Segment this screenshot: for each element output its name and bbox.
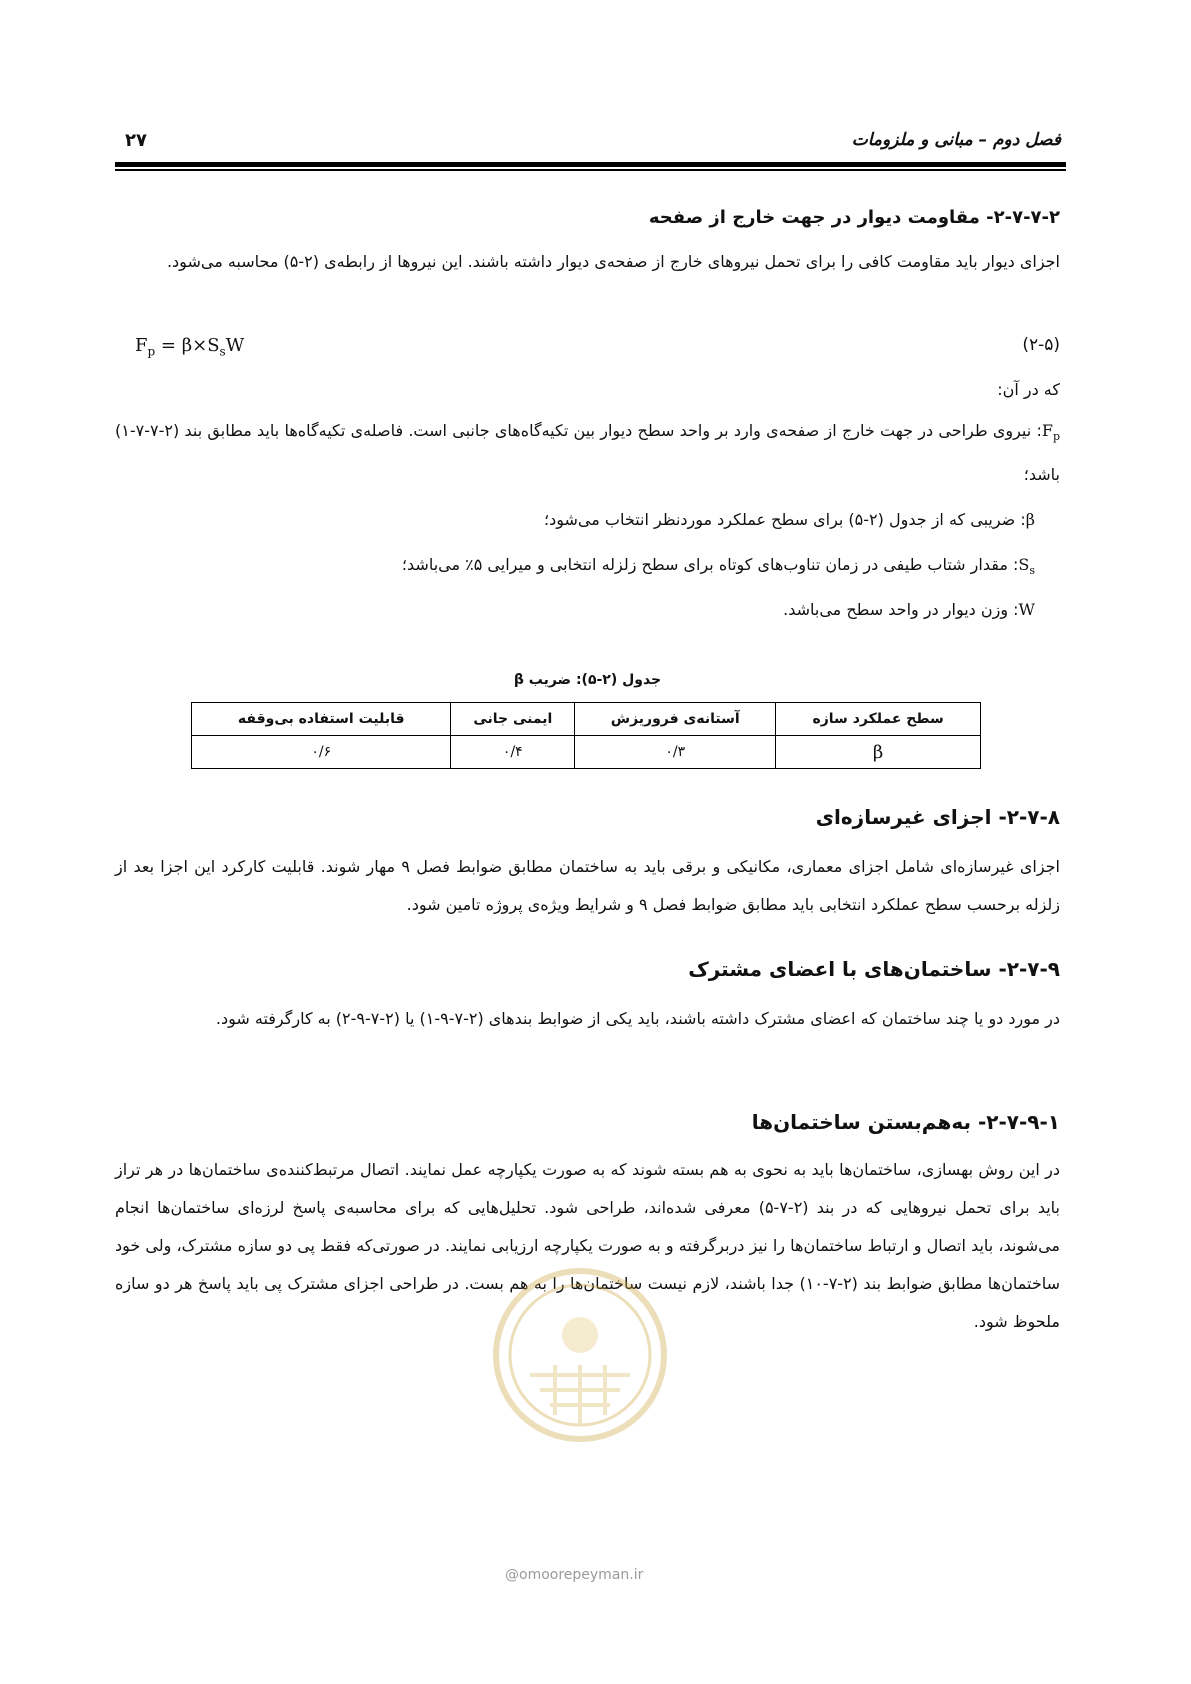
table-caption: جدول (۲-۵): ضریب β — [513, 672, 662, 688]
ss-definition — [402, 555, 1035, 577]
table-cell: ۰/۳ — [575, 736, 776, 769]
table-header-cell: قابلیت استفاده بی‌وقفه — [192, 703, 451, 736]
header-rule-thin — [115, 169, 1066, 171]
beta-symbol: β — [1025, 510, 1035, 529]
where-label: که در آن: — [997, 380, 1060, 399]
chapter-title: فصل دوم – مبانی و ملزومات — [851, 130, 1061, 150]
beta-definition — [544, 510, 1035, 529]
table-cell: β — [776, 736, 981, 769]
paragraph-out-of-plane: اجزای دیوار باید مقاومت کافی را برای تحمل نیروهای خارج از صفحه‌ی دیوار داشته باشند. این نیروها از رابطه‌ی (۲-۵) محاسبه می‌شود. — [166, 252, 1060, 271]
w-definition-text: : وزن دیوار در واحد سطح می‌باشد. — [783, 600, 1019, 619]
table-header-row — [192, 703, 981, 736]
beta-definition-text: : ضریبی که از جدول (۲-۵) برای سطح عملکرد موردنظر انتخاب می‌شود؛ — [544, 510, 1026, 529]
paragraph-shared-members: در مورد دو یا چند ساختمان که اعضای مشترک داشته باشند، باید یکی از ضوابط بندهای (۲-۷-۹-۱) یا (۲-۷-۹-۲) به کارگرفته شود. — [215, 1009, 1060, 1028]
fp-definition-text: : نیروی طراحی در جهت خارج از صفحه‌ی وارد بر واحد سطح دیوار بین تکیه‌گاه‌های جانبی است. فاصله‌ی تکیه‌گاه‌ها باید مطابق بند (۲-۷-۷-۱) باشد؛ — [115, 421, 1060, 485]
equation-formula: $F_p = \beta\times S_sW$ — [135, 335, 245, 359]
table-header-cell: سطح عملکرد سازه — [776, 703, 981, 736]
equation-row — [115, 335, 1060, 365]
section-heading-nonstructural: ۲-۷-۸- اجزای غیرسازه‌ای — [815, 805, 1060, 829]
page-number: ۲۷ — [125, 130, 147, 151]
table-cell: ۰/۶ — [192, 736, 451, 769]
table-row — [192, 736, 981, 769]
watermark-seal — [490, 1265, 670, 1445]
fp-definition — [115, 412, 1060, 494]
paragraph-connecting: در این روش بهسازی، ساختمان‌ها باید به نحوی به هم بسته شوند که به صورت یکپارچه عمل نمایند. اتصال مرتبط‌کننده‌ی ساختمان‌ها در هر تراز باید برای تحمل نیروهایی که در بند (۲-۷-۵) معرفی شده‌اند، طراحی شود. تحلیل‌هایی که برای محاسبه‌ی پاسخ لرزه‌ای ساختمان‌ها انجام می‌شوند، باید اتصال و ارتباط ساختمان‌ها را نیز دربرگرفته و به صورت یکپارچه ارزیابی نمایند. در صورتی‌که فقط پی دو سازه مشترک، ولی خود ساختمان‌ها مطابق ضوابط بند (۲-۷-۱۰) جدا باشند، لازم نیست ساختمان‌ها را به هم بست. در طراحی اجزای مشترک پی باید پاسخ هر دو سازه ملحوظ شود. — [115, 1160, 1060, 1331]
fp-symbol: $F_p$ — [1041, 421, 1060, 444]
table-cell: ۰/۴ — [451, 736, 575, 769]
section-heading-out-of-plane: ۲-۷-۷-۲- مقاومت دیوار در جهت خارج از صفحه — [648, 207, 1060, 228]
section-heading-connecting: ۲-۷-۹-۱- به‌هم‌بستن ساختمان‌ها — [751, 1110, 1060, 1134]
ss-symbol: $S_s$ — [1018, 555, 1035, 578]
table-header-cell: ایمنی جانی — [451, 703, 575, 736]
header-rule-thick — [115, 162, 1066, 167]
table-header-cell: آستانه‌ی فروریزش — [575, 703, 776, 736]
w-symbol: W — [1018, 600, 1035, 619]
section-heading-shared-members: ۲-۷-۹- ساختمان‌های با اعضای مشترک — [688, 957, 1060, 981]
beta-table — [191, 702, 981, 769]
w-definition — [783, 600, 1035, 619]
paragraph-nonstructural: اجزای غیرسازه‌ای شامل اجزای معماری، مکانیکی و برقی باید به ساختمان مطابق ضوابط فصل ۹ مهار شوند. قابلیت کارکرد این اجزا بعد از زلزله برحسب سطح عملکرد انتخابی باید مطابق ضوابط فصل ۹ و شرایط ویژه‌ی پروژه تامین شود. — [115, 857, 1060, 914]
equation-number: (۲-۵) — [1022, 335, 1060, 355]
watermark-site: @omoorepeyman.ir — [505, 1567, 644, 1583]
ss-definition-text: : مقدار شتاب طیفی در زمان تناوب‌های کوتاه برای سطح زلزله انتخابی و میرایی ۵٪ می‌باشد؛ — [401, 555, 1019, 574]
